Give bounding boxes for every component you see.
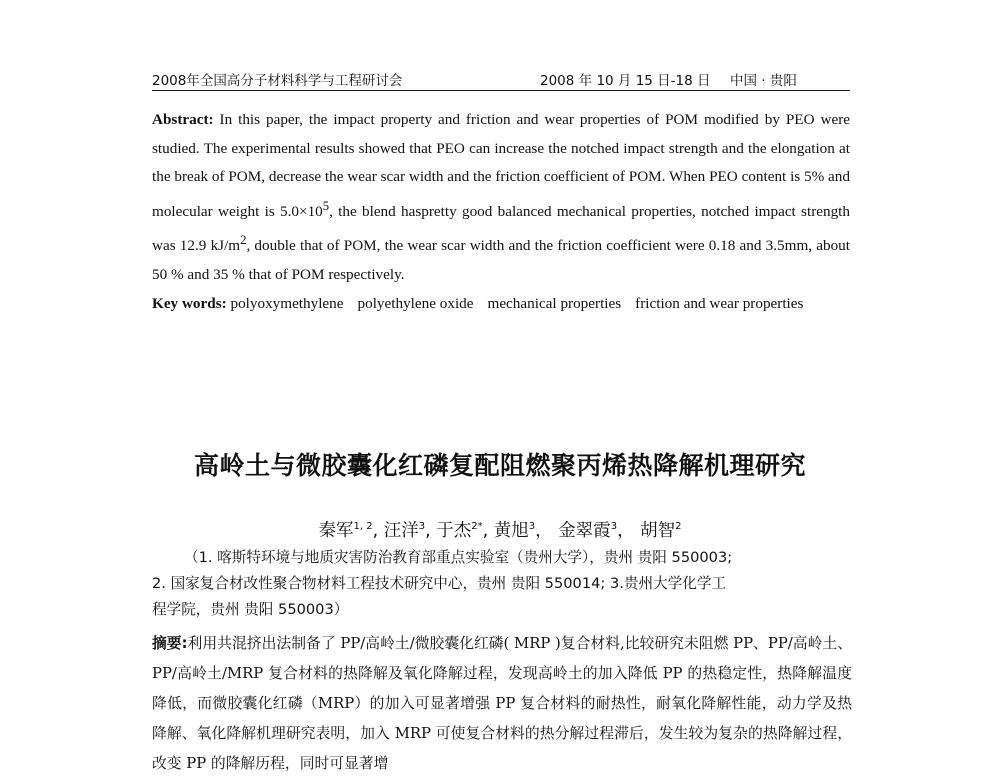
header-date: 2008 年 10 月 15 日-18 日 [540,73,711,89]
affiliation-line: （1. 喀斯特环境与地质灾害防治教育部重点实验室（贵州大学），贵州 贵阳 550003; [184,549,733,566]
english-abstract-text-1: In this paper, the impact property and friction and wear properties of POM modified by PEO were studied. The experimental results showed that PEO can increase the notched impact strength and the elongation at the break of POM, decrease the wear scar width and the friction coefficient of POM. When PEO content is 5% and molecular weight is 5.0×10 [152,111,850,220]
english-abstract-text-3: , double that of POM, the wear scar width and the friction coefficient were 0.18 and 3.5mm, about 50 % and 35 % that of POM respectively. [152,237,850,284]
english-keywords [152,290,850,319]
author-affiliation-mark: 3 [610,521,618,533]
keyword-item: friction and wear properties [635,294,804,312]
author-affiliation-mark: 3 [528,521,536,533]
exponent-1: 5 [322,198,330,213]
chinese-abstract [152,629,852,779]
header-location: 中国 · 贵阳 [730,73,797,89]
author-name: 黄旭 [493,521,529,541]
author-list: 秦军$^{1, 2}$, 汪洋$^3$, 于杰$^{2*}$, 黄旭$^3$， 金翠霞$^3$， 胡智$^2$ [318,521,682,541]
affiliation-line: 2. 国家复合材改性聚合物材料工程技术研究中心，贵州 贵阳 550014; 3.贵州大学化学工 [152,575,727,592]
affiliations [152,545,852,623]
author-affiliation-mark: 3 [418,521,426,533]
author-name: 金翠霞 [558,521,611,541]
running-header [152,66,850,91]
author-name: 秦军 [318,521,354,541]
english-abstract [152,106,850,290]
chinese-abstract-text: 利用共混挤出法制备了 PP/高岭土/微胶囊化红磷( MRP )复合材料,比较研究未阻燃 PP、PP/高岭土、PP/高岭土/MRP 复合材料的热降解及氧化降解过程，发现高岭土的加入降低 PP 的热稳定性，热降解温度降低，而微胶囊化红磷（MRP）的加入可显著增强 PP 复合材料的耐热性，耐氧化降解性能，动力学及热降解、氧化降解机理研究表明，加入 MRP 可使复合材料的热分解过程滞后，发生较为复杂的热降解过程，改变 PP 的降解历程，同时可显著增 [152,635,852,772]
header-conference: 2008年全国高分子材料科学与工程研讨会 [152,73,403,89]
english-abstract-text-2: , the blend haspretty good balanced mechanical properties, notched impact strength was 12.9 kJ/m [152,202,850,255]
english-abstract-block [152,106,850,318]
author-affiliation-mark: 2* [471,521,483,533]
author-affiliation-mark: 1, 2 [353,521,373,533]
author-name: 于杰 [436,521,472,541]
english-abstract-label: Abstract: [152,111,214,128]
keyword-item: polyethylene oxide [357,294,474,312]
keywords-label: Key words: [152,294,227,312]
author-name: 胡智 [640,521,676,541]
paper-title: 高岭土与微胶囊化红磷复配阻燃聚丙烯热降解机理研究 [193,451,806,480]
keyword-item: polyoxymethylene [230,294,344,312]
chinese-abstract-label: 摘要: [152,635,188,652]
keyword-item: mechanical properties [487,294,622,312]
author-affiliation-mark: 2 [675,521,682,533]
affiliation-line: 程学院，贵州 贵阳 550003） [152,601,349,618]
author-name: 汪洋 [383,521,419,541]
exponent-2: 2 [240,233,247,248]
